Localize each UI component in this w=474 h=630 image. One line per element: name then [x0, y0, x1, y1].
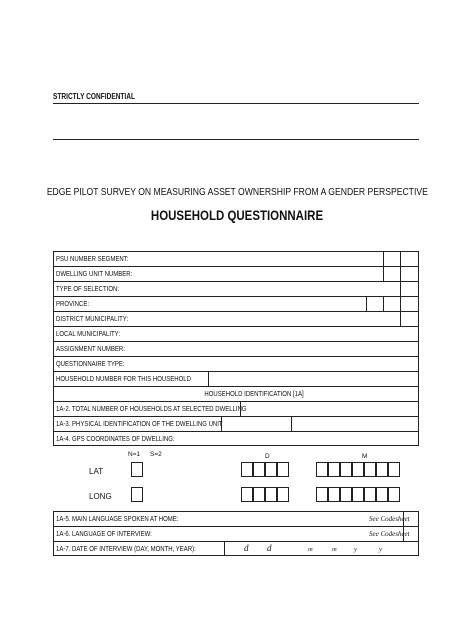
lat-m-box-2	[328, 462, 340, 477]
form-row-1a2	[53, 401, 419, 416]
lat-ns-box	[131, 462, 143, 477]
gps-s-label: S=2	[150, 451, 162, 458]
divider	[403, 527, 404, 541]
lat-d-box-2	[253, 462, 265, 477]
q1a3-label: 1A-3. PHYSICAL IDENTIFICATION OF THE DWELLING UNIT	[56, 419, 223, 428]
long-d-box-2	[253, 487, 265, 502]
divider	[383, 267, 384, 281]
form-row-district	[53, 311, 419, 326]
district-label: DISTRICT MUNICIPALITY:	[56, 314, 129, 323]
section-heading: HOUSEHOLD IDENTIFICATION [1A]	[204, 389, 304, 398]
divider	[400, 297, 401, 311]
divider	[400, 252, 401, 266]
codesheet-note-1: See Codesheet	[369, 515, 410, 523]
gps-d-label: D	[265, 453, 270, 460]
psu-label: PSU NUMBER SEGMENT:	[56, 254, 129, 263]
divider	[208, 372, 209, 386]
form-row-1a5	[53, 511, 419, 526]
date-month-1: m	[308, 546, 313, 553]
lat-m-box-5	[364, 462, 376, 477]
date-year-1: y	[354, 546, 357, 553]
q1a6-label: 1A-6. LANGUAGE OF INTERVIEW:	[56, 529, 152, 538]
divider	[400, 282, 401, 296]
q1a5-label: 1A-5. MAIN LANGUAGE SPOKEN AT HOME:	[56, 514, 179, 523]
long-d-box-4	[277, 487, 289, 502]
q1a7-label: 1A-7. DATE OF INTERVIEW (DAY, MONTH, YEAR):	[56, 544, 196, 553]
form-row-assignment	[53, 341, 419, 356]
form-row-qtype	[53, 356, 419, 371]
date-year-2: y	[379, 546, 382, 553]
lat-label: LAT	[89, 467, 104, 476]
province-label: PROVINCE:	[56, 299, 90, 308]
lat-m-box-7	[388, 462, 400, 477]
long-ns-box	[131, 487, 143, 502]
divider	[383, 297, 384, 311]
form-row-province	[53, 296, 419, 311]
long-m-box-3	[340, 487, 352, 502]
rule-top	[53, 103, 419, 104]
survey-title: EDGE PILOT SURVEY ON MEASURING ASSET OWNERSHIP FROM A GENDER PERSPECTIVE	[46, 186, 428, 198]
selection-label: TYPE OF SELECTION:	[56, 284, 120, 293]
form-row-psu	[53, 251, 419, 266]
long-label: LONG	[89, 492, 112, 501]
long-m-box-4	[352, 487, 364, 502]
divider	[403, 512, 404, 526]
form-row-section	[53, 386, 419, 401]
form-row-dwelling	[53, 266, 419, 281]
rule-second	[53, 139, 419, 140]
divider	[221, 417, 222, 431]
assignment-label: ASSIGNMENT NUMBER:	[56, 344, 125, 353]
confidential-label: STRICTLY CONFIDENTIAL	[53, 92, 136, 101]
questionnaire-title: HOUSEHOLD QUESTIONNAIRE	[150, 207, 324, 223]
gps-n-label: N=1	[128, 451, 141, 458]
lat-d-box-4	[277, 462, 289, 477]
date-day-2: d	[267, 543, 272, 553]
lat-d-box-3	[265, 462, 277, 477]
lat-d-box-1	[241, 462, 253, 477]
q1a4-label: 1A-4. GPS COORDINATES OF DWELLING:	[56, 434, 175, 443]
lat-m-box-1	[316, 462, 328, 477]
hh-number-label: HOUSEHOLD NUMBER FOR THIS HOUSEHOLD	[56, 374, 191, 383]
lat-m-box-3	[340, 462, 352, 477]
form-row-1a3	[53, 416, 419, 431]
divider	[383, 252, 384, 266]
form-row-selection	[53, 281, 419, 296]
dwelling-label: DWELLING UNIT NUMBER:	[56, 269, 133, 278]
long-m-box-1	[316, 487, 328, 502]
lat-m-box-4	[352, 462, 364, 477]
form-row-1a6	[53, 526, 419, 541]
divider	[224, 542, 225, 555]
divider	[240, 402, 241, 416]
date-day-1: d	[244, 543, 249, 553]
form-row-hh-number	[53, 371, 419, 386]
date-month-2: m	[332, 546, 337, 553]
divider	[291, 417, 292, 431]
divider	[400, 267, 401, 281]
form-row-1a7	[53, 541, 419, 556]
long-m-box-2	[328, 487, 340, 502]
local-label: LOCAL MUNICIPALITY:	[56, 329, 121, 338]
form-row-1a4	[53, 431, 419, 446]
divider	[366, 297, 367, 311]
form-row-local	[53, 326, 419, 341]
qtype-label: QUESTIONNAIRE TYPE:	[56, 359, 125, 368]
long-d-box-1	[241, 487, 253, 502]
q1a2-label: 1A-2. TOTAL NUMBER OF HOUSEHOLDS AT SELECTED DWELLING	[56, 404, 247, 413]
long-m-box-7	[388, 487, 400, 502]
long-d-box-3	[265, 487, 277, 502]
codesheet-note-2: See Codesheet	[369, 530, 410, 538]
gps-m-label: M	[362, 453, 368, 460]
lat-m-box-6	[376, 462, 388, 477]
long-m-box-5	[364, 487, 376, 502]
long-m-box-6	[376, 487, 388, 502]
divider	[400, 312, 401, 326]
